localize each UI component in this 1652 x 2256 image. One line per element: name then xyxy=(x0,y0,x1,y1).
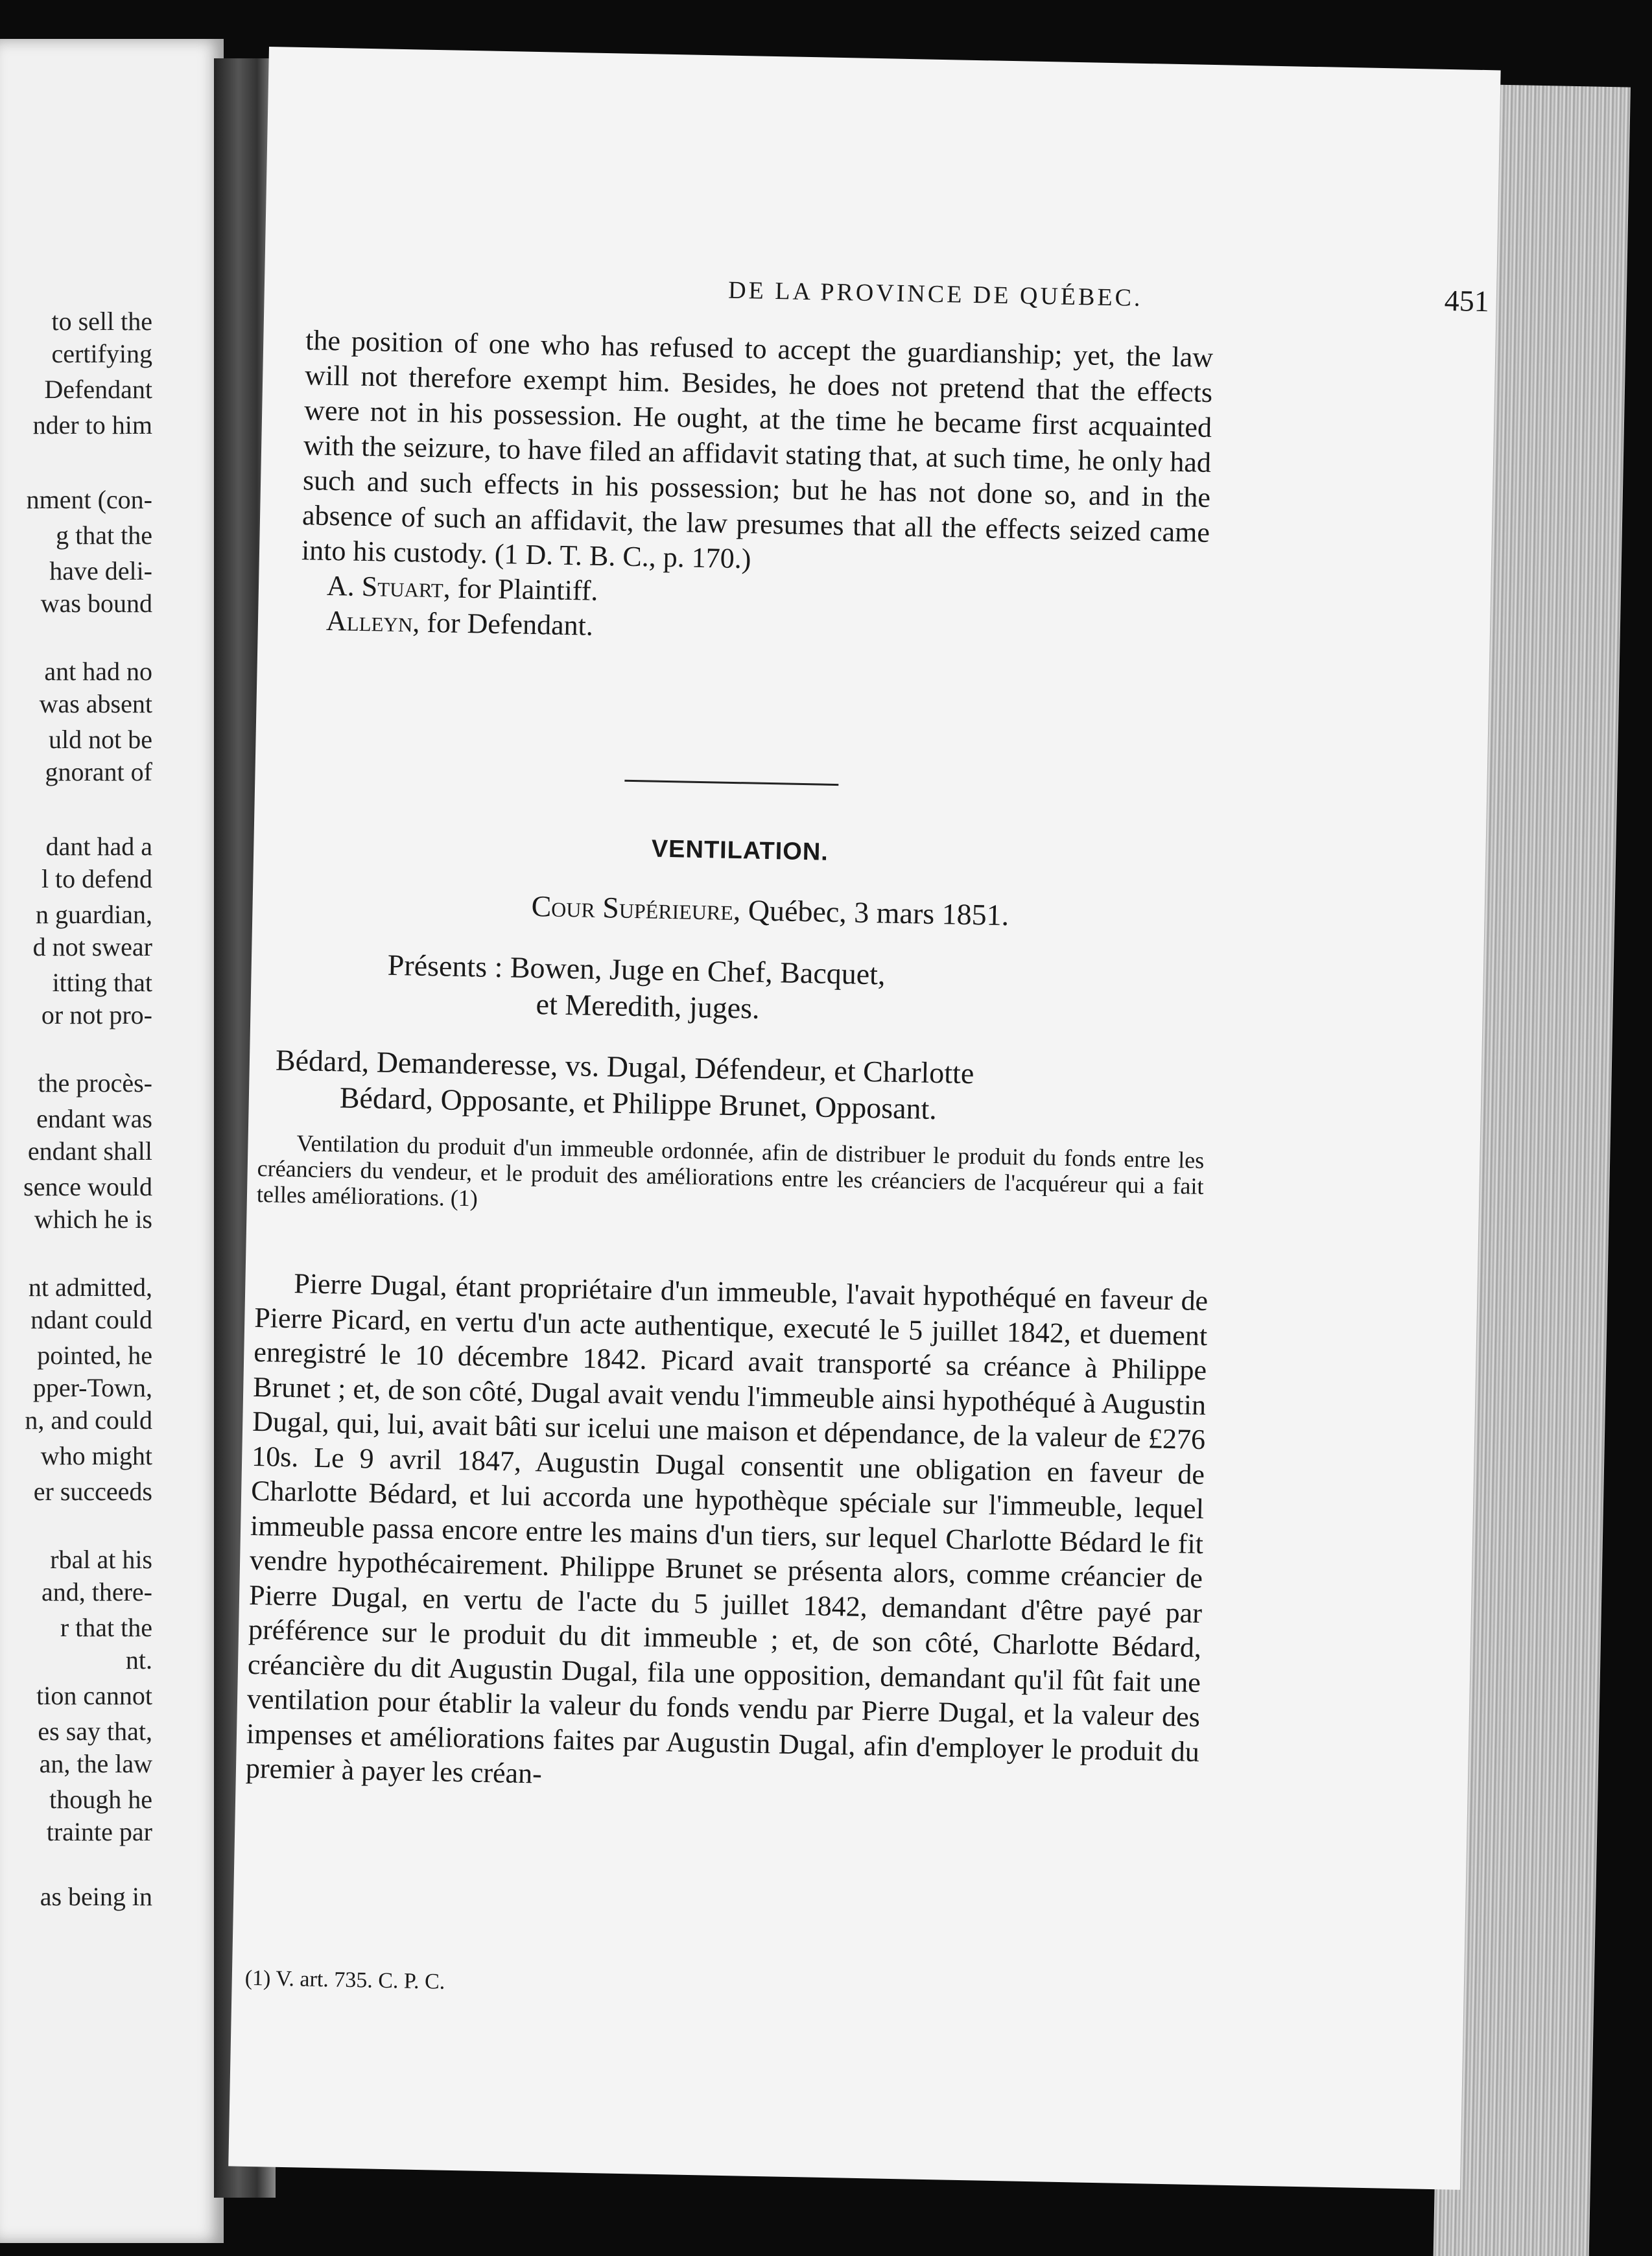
left-page-line: trainte par xyxy=(46,1817,152,1846)
left-page-line: n guardian, xyxy=(36,900,152,929)
left-page-line: and, there- xyxy=(41,1577,152,1606)
counsel-plaintiff-name: A. Stuart xyxy=(326,569,444,604)
left-page-line: have deli- xyxy=(49,556,152,585)
left-page-line: n, and could xyxy=(25,1405,152,1435)
left-page-line: endant shall xyxy=(27,1136,152,1166)
headnote xyxy=(257,1129,1205,1225)
left-page-line: tion cannot xyxy=(36,1681,152,1710)
left-page-line: ndant could xyxy=(30,1305,152,1334)
running-title: DE LA PROVINCE DE QUÉBEC. xyxy=(727,276,1143,312)
left-page-line: an, the law xyxy=(39,1749,152,1778)
left-page-line: was absent xyxy=(39,689,152,718)
left-page-line: the procès- xyxy=(38,1068,152,1098)
case-title: VENTILATION. xyxy=(651,835,829,866)
left-page-line: er succeeds xyxy=(33,1477,152,1506)
left-page-line: itting that xyxy=(52,968,152,997)
court-name: Cour Supérieure xyxy=(531,889,734,926)
opening-paragraph-text: the position of one who has refused to accept the guardianship; yet, the law will not therefore exempt him. Besides, he does not pretend that the effects were not in his possession. He ought, at the time he became first acquainted with the seizure, to have filed an affidavit stating that, at such time, he only had such and such effects in his possession; but he has not done so, and in the absence of such an affidavit, the law presumes that all the effects seized came into his custody. (1 D. T. B. C., p. 170.) xyxy=(301,324,1214,575)
left-page-line: rbal at his xyxy=(50,1545,152,1574)
narrative-text: Pierre Dugal, étant propriétaire d'un immeuble, l'avait hypothéqué en faveur de Pierre Picard, en vertu d'un acte authentique, executé le 5 juillet 1842, et duement enregistré le 10 décembre 1842. Picard avait transporté sa créance à Philippe Brunet ; et, de son côté, Dugal avait vendu l'immeuble ainsi hypothéqué à Augustin Dugal, qui, lui, avait bâti sur icelui une maison et dépendance, de la valeur de £276 10s. Le 9 avril 1847, Augustin Dugal consentit une obligation en faveur de Charlotte Bédard, et lui accorda une hypothèque spéciale sur l'immeuble, lequel immeuble passa encore entre les mains d'un tiers, sur lequel Charlotte Bédard le fit vendre hypothécairement. Philippe Brunet se présenta alors, comme créancier de Pierre Dugal, en vertu de l'acte du 5 juillet 1842, demandant d'être payé par préférence sur le produit du dit immeuble ; et, de son côté, Charlotte Bédard, créancière du dit Augustin Dugal, fila une opposition, demandant qu'il fût fait une ventilation pour établir la valeur du fonds vendu par Pierre Dugal, et la valeur des impenses et améliorations faites par Augustin Dugal, afin d'employer le produit du premier à payer les créan- xyxy=(245,1267,1209,1790)
left-page-line: to sell the xyxy=(51,307,152,336)
left-page-line: as being in xyxy=(40,1882,152,1911)
left-page-line: who might xyxy=(40,1441,152,1470)
left-page-line: r that the xyxy=(60,1613,152,1642)
page-number: 451 xyxy=(1444,283,1490,318)
court-line xyxy=(531,888,1245,938)
opening-paragraph xyxy=(300,323,1213,655)
left-page-line: es say that, xyxy=(38,1717,152,1746)
left-page-line: though he xyxy=(49,1785,152,1814)
left-page-line: nder to him xyxy=(32,410,152,440)
footnote: (1) V. art. 735. C. P. C. xyxy=(244,1966,445,1994)
left-page-line: which he is xyxy=(34,1204,152,1234)
left-page-line: gnorant of xyxy=(45,757,152,786)
parties xyxy=(274,1042,1222,1133)
page-header xyxy=(268,47,1229,104)
section-divider xyxy=(624,780,838,786)
parties-line-2: Bédard, Opposante, et Philippe Brunet, Opposant. xyxy=(339,1081,938,1126)
left-page-line: was bound xyxy=(40,589,152,618)
left-page-line: nment (con- xyxy=(26,485,152,514)
counsel-defendant-role: , for Defendant. xyxy=(412,606,594,642)
left-page-line: g that the xyxy=(56,521,152,550)
place-date: , Québec, 3 mars 1851. xyxy=(733,893,1009,932)
left-facing-page xyxy=(0,39,224,2243)
case-narrative xyxy=(246,1265,1209,1804)
left-page-line: pointed, he xyxy=(37,1341,152,1370)
left-page-line: nt. xyxy=(125,1645,152,1674)
left-page-line: d not swear xyxy=(32,932,152,961)
left-page-line: l to defend xyxy=(41,864,152,893)
left-page-line: certifying xyxy=(51,339,152,368)
judges-present xyxy=(386,947,1166,1035)
counsel-plaintiff-role: , for Plaintiff. xyxy=(443,572,598,607)
left-page-line: endant was xyxy=(36,1104,152,1133)
left-page-line: or not pro- xyxy=(41,1000,152,1029)
left-page-line: Defendant xyxy=(44,375,152,404)
left-page-line: nt admitted, xyxy=(28,1273,152,1302)
left-page-line: pper-Town, xyxy=(32,1373,152,1402)
counsel-defendant-name: Alleyn xyxy=(325,604,413,639)
parties-line-1: Bédard, Demanderesse, vs. Dugal, Défendeur, et Charlotte xyxy=(275,1043,974,1090)
left-page-line: dant had a xyxy=(45,832,152,861)
judges-line-1: Présents : Bowen, Juge en Chef, Bacquet, xyxy=(387,948,886,991)
left-page-line: uld not be xyxy=(49,725,152,754)
judges-line-2: et Meredith, juges. xyxy=(536,987,761,1025)
headnote-text: Ventilation du produit d'un immeuble ordonnée, afin de distribuer le produit du fonds entre les créanciers du vendeur, et le produit des améliorations entre les créanciers de l'acquéreur qui a fait telles améliorations. (1) xyxy=(256,1130,1205,1212)
left-page-line: sence would xyxy=(23,1172,152,1201)
page-451 xyxy=(228,47,1500,2190)
left-page-line: ant had no xyxy=(44,657,152,686)
